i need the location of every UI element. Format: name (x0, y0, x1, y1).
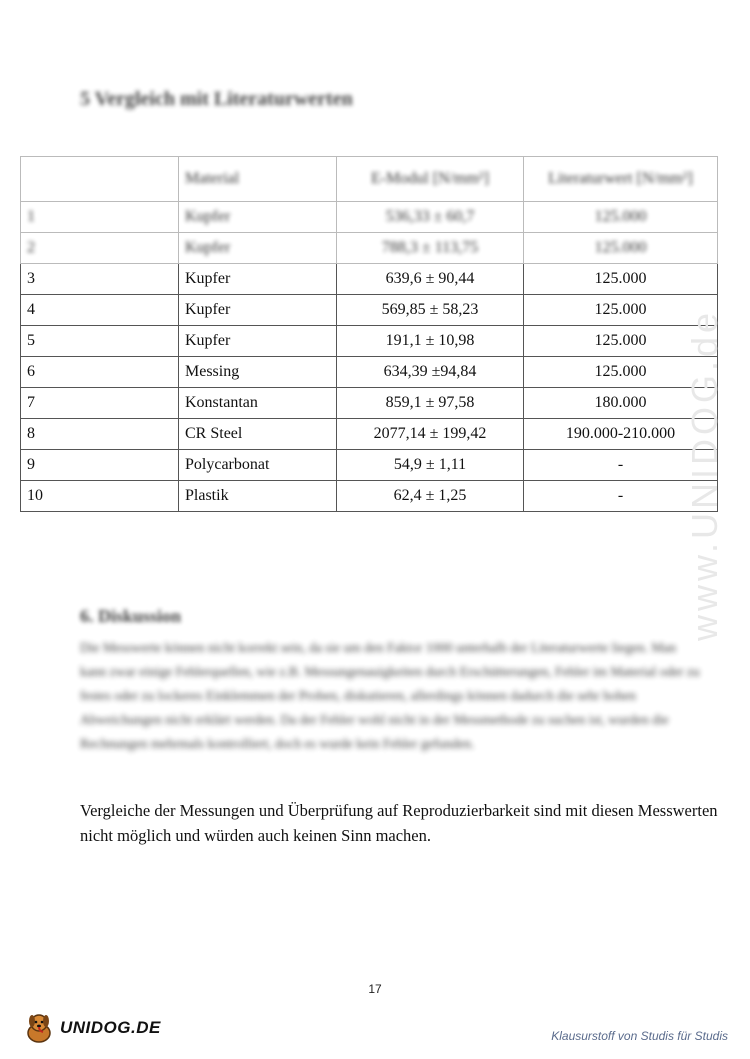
discussion-title: 6. Diskussion (80, 606, 182, 626)
header-cell-emodul: E-Modul [N/mm²] (337, 157, 524, 202)
footer-tagline: Klausurstoff von Studis für Studis (551, 1029, 728, 1043)
cell-emodul: 54,9 ± 1,11 (337, 450, 524, 481)
cell-material: Messing (179, 357, 337, 388)
cell-nr: 5 (21, 326, 179, 357)
cell-nr: 10 (21, 481, 179, 512)
cell-material: Kupfer (179, 233, 337, 264)
section-title: 5 Vergleich mit Literaturwerten (80, 88, 353, 110)
unidog-logo (22, 1010, 161, 1046)
cell-nr: 4 (21, 295, 179, 326)
logo-text: UNIDOG.DE (60, 1018, 161, 1037)
header-cell-material: Material (179, 157, 337, 202)
cell-material: Polycarbonat (179, 450, 337, 481)
cell-literaturwert: 190.000-210.000 (524, 419, 718, 450)
cell-nr: 9 (21, 450, 179, 481)
cell-nr: 7 (21, 388, 179, 419)
table-row (21, 202, 718, 233)
cell-literaturwert: 125.000 (524, 357, 718, 388)
cell-literaturwert: 125.000 (524, 233, 718, 264)
table-row (21, 419, 718, 450)
table-row (21, 326, 718, 357)
table-row (21, 295, 718, 326)
cell-literaturwert: 125.000 (524, 202, 718, 233)
cell-material: Plastik (179, 481, 337, 512)
cell-nr: 8 (21, 419, 179, 450)
literature-comparison-table (20, 156, 718, 512)
cell-emodul: 859,1 ± 97,58 (337, 388, 524, 419)
header-cell-literaturwert: Literaturwert [N/mm²] (524, 157, 718, 202)
watermark: www.UNIDOG.de (684, 308, 725, 641)
discussion-body: Die Messwerte können nicht korrekt sein, da sie um den Faktor 1000 unterhalb der Literaturwerte liegen. Man kann zwar einige Fehlerquellen, wie z.B. Messungenauigkeiten durch Erschütterungen, Fehler im Material oder zu festes oder zu lockeres Einklemmen der Proben, diskutieren, allerdings können dadurch die sehr hohen Abweichungen nicht erklärt werden. Da der Fehler wohl nicht in der Messmethode zu suchen ist, wurden die Rechnungen mehrmals kontrolliert, doch es wurde kein Fehler gefunden. (80, 640, 700, 751)
cell-nr: 1 (21, 202, 179, 233)
table-body (21, 202, 718, 512)
table-row (21, 450, 718, 481)
cell-literaturwert: - (524, 450, 718, 481)
table-row (21, 264, 718, 295)
cell-nr: 6 (21, 357, 179, 388)
cell-emodul: 634,39 ±94,84 (337, 357, 524, 388)
cell-material: Kupfer (179, 326, 337, 357)
cell-material: Konstantan (179, 388, 337, 419)
table-row (21, 233, 718, 264)
cell-material: Kupfer (179, 264, 337, 295)
cell-material: Kupfer (179, 202, 337, 233)
cell-nr: 2 (21, 233, 179, 264)
cell-literaturwert: 180.000 (524, 388, 718, 419)
cell-literaturwert: 125.000 (524, 295, 718, 326)
cell-emodul: 536,33 ± 60,7 (337, 202, 524, 233)
cell-emodul: 191,1 ± 10,98 (337, 326, 524, 357)
cell-material: Kupfer (179, 295, 337, 326)
table-row (21, 388, 718, 419)
header-cell-nr (21, 157, 179, 202)
cell-nr: 3 (21, 264, 179, 295)
cell-emodul: 639,6 ± 90,44 (337, 264, 524, 295)
cell-emodul: 62,4 ± 1,25 (337, 481, 524, 512)
cell-literaturwert: 125.000 (524, 326, 718, 357)
discussion-conclusion: Vergleiche der Messungen und Überprüfung auf Reproduzierbarkeit sind mit diesen Messwerten nicht möglich und würden auch keinen Sinn machen. (80, 801, 718, 845)
cell-emodul: 569,85 ± 58,23 (337, 295, 524, 326)
cell-literaturwert: 125.000 (524, 264, 718, 295)
cell-emodul: 788,3 ± 113,75 (337, 233, 524, 264)
dog-mascot-icon (22, 1011, 56, 1045)
page-number: 17 (368, 982, 382, 996)
table-row (21, 357, 718, 388)
cell-emodul: 2077,14 ± 199,42 (337, 419, 524, 450)
table-header-row (21, 157, 718, 202)
cell-literaturwert: - (524, 481, 718, 512)
cell-material: CR Steel (179, 419, 337, 450)
table-row (21, 481, 718, 512)
